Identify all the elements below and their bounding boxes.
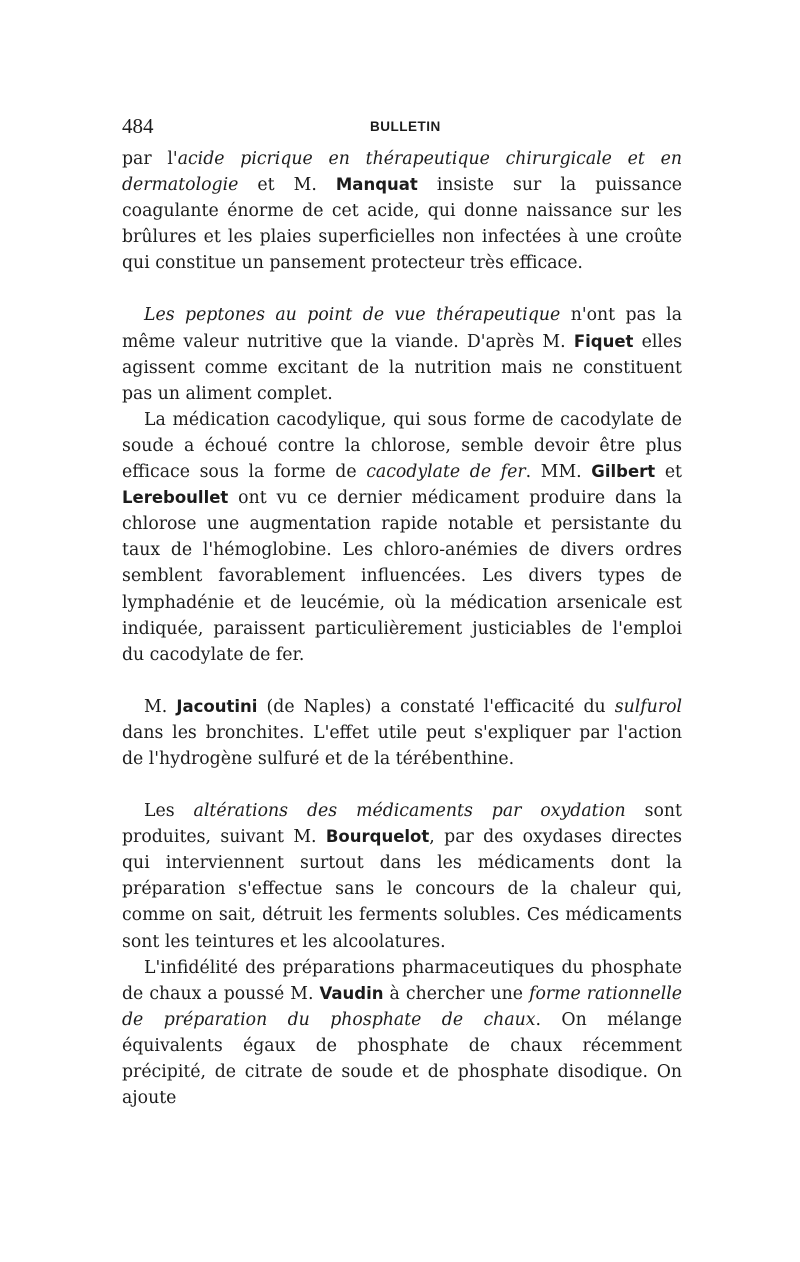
text-run: ont vu ce dernier médicament produire dans la chlorose une augmentation rapide notable et persistante du taux de l'hémoglobine. Les chloro-anémies de divers ordres semblent favorablement influencées. Les divers types de lymphadénie et de leucémie, où la médication arsenicale est indiquée, paraissent particulièrement justiciables de l'emploi du cacodylate de fer. [122,488,682,665]
author-name: Bourquelot [325,827,430,847]
paragraph-alterations [122,798,682,955]
italic-run: Les peptones au point de vue thérapeutique [144,305,561,326]
italic-run: cacodylate de fer [366,462,526,483]
paragraph-phosphate [122,955,682,1112]
text-run: par l' [122,149,178,169]
italic-run: forme rationnelle de préparation du phosphate de chaux [122,983,683,1030]
text-run: L'infidélité des préparations pharmaceutiques du phosphate de chaux a poussé M. [122,957,682,1004]
text-run: (de Naples) a constaté l'efficacité du [257,696,615,717]
text-run: . On mélange équivalents égaux de phosphate de chaux récemment précipité, de citrate de soude et de phosphate disodique. On ajoute [122,1009,683,1109]
author-name: Manquat [335,175,418,195]
text-run: Les [144,801,194,822]
page-number: 484 [122,114,154,138]
text-run: dans les bronchites. L'effet utile peut s'expliquer par l'action de l'hydrogène sulfuré et de la térébenthine. [122,722,682,769]
text-run: insiste sur la puissance coagulante énorme de cet acide, qui donne naissance sur les brûlures et les plaies superficielles non infectées à une croûte qui constitue un pansement protecteur très efficace. [122,175,682,274]
paragraph-acide-picrique [122,146,682,276]
text-run: et [655,462,682,483]
italic-run: altérations des médicaments par oxydation [193,801,626,822]
paragraph-cacodylique [122,407,682,668]
author-name: Lereboullet [122,488,229,508]
author-name: Vaudin [319,983,384,1003]
paragraph-peptones [122,302,682,406]
text-run: à chercher une [383,983,530,1004]
author-name: Jacoutini [176,696,258,716]
author-name: Gilbert [591,462,656,482]
author-name: Fiquet [573,331,634,351]
running-title: BULLETIN [370,119,441,134]
italic-run: acide picrique en thérapeutique chirurgicale et en dermatologie [122,149,682,196]
page-header [122,114,682,142]
text-run: et M. [238,175,336,196]
text-run: n'ont pas la même valeur nutritive que la viande. D'après M. [122,305,683,352]
paragraph-sulfurol [122,694,682,772]
italic-run: sulfurol [614,696,683,717]
text-run: M. [144,696,177,717]
text-run: sont produites, suivant M. [122,801,682,848]
text-run: , par des oxydases directes qui interviennent surtout dans les médicaments dont la préparation s'effectue sans le concours de la chaleur qui, comme on sait, détruit les ferments solubles. Ces médicaments sont les teintures et les alcoolatures. [122,827,682,952]
text-run: . MM. [525,462,592,483]
text-run: La médication cacodylique, qui sous forme de cacodylate de soude a échoué contre la chlorose, semble devoir être plus efficace sous la forme de [122,409,682,483]
body-text [122,146,682,1111]
text-run: elles agissent comme excitant de la nutrition mais ne constituent pas un aliment complet. [122,331,683,404]
